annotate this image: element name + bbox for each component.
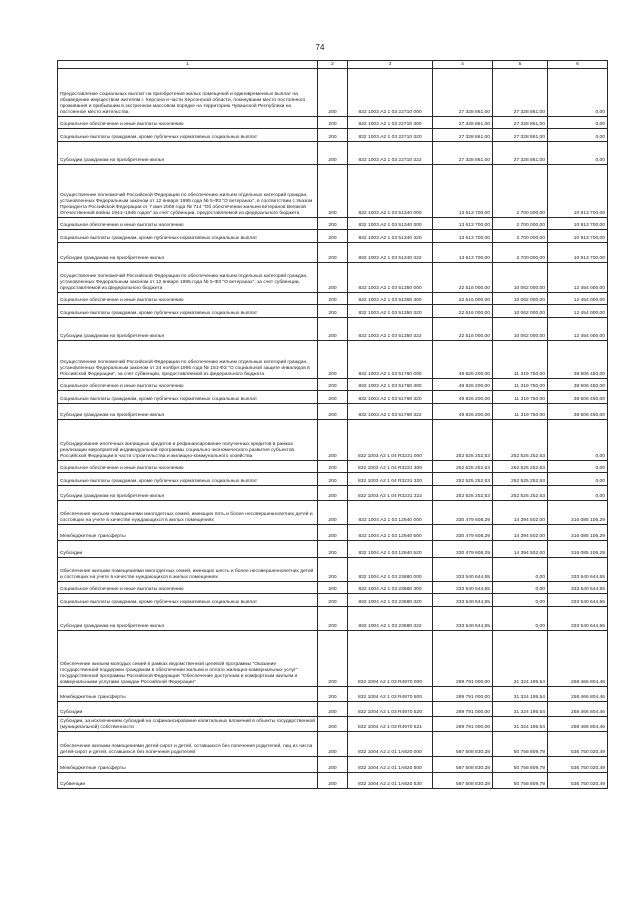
table-row (58, 473, 608, 486)
row-amount-2: 0,00 (493, 594, 548, 607)
table-row (58, 525, 608, 541)
row-amount-1: 333 540 644,55 (433, 558, 493, 582)
row-amount-1: 289 791 000,00 (433, 687, 493, 702)
row-group: 200 (318, 541, 348, 558)
row-amount-3: 0,00 (548, 69, 608, 117)
row-amount-2: 252 525 252,53 (493, 420, 548, 461)
row-group: 200 (318, 732, 348, 757)
row-amount-1: 333 540 644,55 (433, 582, 493, 594)
row-amount-2: 10 062 000,00 (493, 318, 548, 341)
row-code: 832 1003 А2 1 03 22710 322 (348, 142, 433, 165)
row-amount-1: 587 508 830,28 (433, 773, 493, 789)
row-amount-3: 333 540 644,55 (548, 558, 608, 582)
row-code: 832 1003 А2 1 03 51350 000 (348, 263, 433, 293)
row-amount-2: 31 324 195,54 (493, 702, 548, 717)
row-code: 832 1003 А2 1 03 51760 000 (348, 341, 433, 379)
row-name: Осуществление полномочий Российской Федерации по обеспечению жильем отдельных категорий граждан, установленных Федеральным законом от 12 января 1995 года № 5-ФЗ "О ветеранах", за счет субвенции, предоставляемой из федерального бюджета (58, 263, 318, 293)
table-row (58, 687, 608, 702)
row-amount-3: 536 750 020,49 (548, 757, 608, 773)
row-group: 200 (318, 129, 348, 142)
row-amount-1: 587 508 830,28 (433, 732, 493, 757)
row-amount-3: 316 085 106,29 (548, 541, 608, 558)
row-amount-2: 50 758 809,79 (493, 773, 548, 789)
row-amount-3: 536 750 020,49 (548, 773, 608, 789)
row-amount-2: 10 062 000,00 (493, 305, 548, 318)
row-name: Субсидии гражданам на приобретение жилья (58, 404, 318, 420)
column-header: 5 (493, 61, 548, 69)
row-name: Субсидии гражданам на приобретение жилья (58, 142, 318, 165)
table-row (58, 379, 608, 391)
row-code: 832 1004 А2 1 03 23680 320 (348, 594, 433, 607)
row-group: 200 (318, 486, 348, 501)
row-code: 832 1004 А2 1 03 12940 000 (348, 501, 433, 525)
row-amount-1: 252 525 252,53 (433, 473, 493, 486)
column-header: 4 (433, 61, 493, 69)
row-amount-1: 330 479 608,29 (433, 501, 493, 525)
table-row (58, 732, 608, 757)
row-name: Обеспечение жилыми помещениями многодетных семей, имеющих шесть и более несовершеннолетних детей и состоящих на учете в качестве нуждающихся в жилых помещениях (58, 558, 318, 582)
row-code: 832 1003 А2 1 04 R3231 000 (348, 420, 433, 461)
row-amount-3: 0,00 (548, 486, 608, 501)
row-amount-1: 27 328 861,00 (433, 117, 493, 129)
row-code: 832 1003 А2 1 03 51340 300 (348, 218, 433, 230)
row-amount-3: 38 506 450,00 (548, 391, 608, 404)
row-amount-1: 333 540 644,55 (433, 594, 493, 607)
row-amount-3: 38 506 450,00 (548, 404, 608, 420)
table-row (58, 486, 608, 501)
row-code: 832 1003 А2 1 04 R3231 320 (348, 473, 433, 486)
row-amount-2: 2 700 000,00 (493, 243, 548, 263)
row-name: Межбюджетные трансферты (58, 525, 318, 541)
row-name: Субсидии (58, 702, 318, 717)
row-group: 200 (318, 525, 348, 541)
row-code: 832 1003 А2 1 03 51340 320 (348, 230, 433, 243)
table-row (58, 129, 608, 142)
row-amount-2: 11 319 750,00 (493, 404, 548, 420)
row-amount-1: 330 479 608,29 (433, 541, 493, 558)
row-group: 200 (318, 631, 348, 687)
row-code: 832 1003 А2 1 03 51760 322 (348, 404, 433, 420)
row-name: Обеспечение жилыми помещениями детей-сирот и детей, оставшихся без попечения родителей, лиц из числа детей-сирот и детей, оставшихся без попечения родителей (58, 732, 318, 757)
row-code: 832 1004 А2 1 03 23680 000 (348, 558, 433, 582)
table-row (58, 631, 608, 687)
row-name: Социальные выплаты гражданам, кроме публичных нормативных социальных выплат (58, 473, 318, 486)
row-amount-3: 0,00 (548, 420, 608, 461)
row-code: 832 1003 А2 1 03 51350 300 (348, 293, 433, 305)
row-amount-2: 11 319 750,00 (493, 391, 548, 404)
row-name: Субсидирование ипотечных жилищных кредитов и рефинансирование полученных кредитов в рамках реализации мероприятий индивидуальной программы социально-экономического развития субъектов Российской Федерации в части строительства и жилищно-коммунального хозяйства (58, 420, 318, 461)
row-amount-1: 289 791 000,00 (433, 702, 493, 717)
row-amount-3: 316 085 106,29 (548, 501, 608, 525)
row-amount-2: 2 700 000,00 (493, 165, 548, 218)
row-amount-2: 10 062 000,00 (493, 263, 548, 293)
row-amount-1: 13 613 700,00 (433, 230, 493, 243)
row-amount-1: 49 826 200,00 (433, 341, 493, 379)
row-name: Субсидии, за исключением субсидий на софинансирование капитальных вложений в объекты государственной (муниципальной) собственности (58, 717, 318, 732)
row-amount-3: 10 913 700,00 (548, 165, 608, 218)
row-name: Социальные выплаты гражданам, кроме публичных нормативных социальных выплат (58, 391, 318, 404)
row-code: 832 1003 А2 1 03 51350 320 (348, 305, 433, 318)
row-group: 200 (318, 501, 348, 525)
row-amount-3: 333 540 644,55 (548, 594, 608, 607)
row-amount-1: 252 525 252,53 (433, 461, 493, 473)
row-amount-1: 252 525 252,53 (433, 420, 493, 461)
row-amount-2: 11 319 750,00 (493, 379, 548, 391)
row-group: 200 (318, 379, 348, 391)
row-name: Социальное обеспечение и иные выплаты населению (58, 293, 318, 305)
table-row (58, 594, 608, 607)
row-code: 832 1004 А2 1 03 R4970 000 (348, 631, 433, 687)
table-row (58, 558, 608, 582)
row-amount-1: 587 508 830,28 (433, 757, 493, 773)
row-amount-1: 13 613 700,00 (433, 165, 493, 218)
row-code: 832 1004 А2 1 03 23680 300 (348, 582, 433, 594)
row-amount-1: 22 516 000,00 (433, 305, 493, 318)
row-amount-2: 252 525 252,53 (493, 486, 548, 501)
row-amount-3: 10 913 700,00 (548, 243, 608, 263)
row-amount-3: 333 540 644,55 (548, 607, 608, 631)
row-amount-2: 31 324 195,54 (493, 717, 548, 732)
row-name: Социальное обеспечение и иные выплаты населению (58, 582, 318, 594)
row-name: Обеспечение жильем помещениями многодетных семей, имеющих пять и более несовершеннолетних детей и состоящих на учете в качестве нуждающихся в жилых помещениях (58, 501, 318, 525)
row-amount-3: 10 913 700,00 (548, 230, 608, 243)
table-row (58, 341, 608, 379)
table-row (58, 717, 608, 732)
row-code: 832 1004 А2 2 01 1А820 530 (348, 773, 433, 789)
row-name: Субсидии гражданам на приобретение жилья (58, 243, 318, 263)
table-row (58, 773, 608, 789)
row-amount-3: 0,00 (548, 117, 608, 129)
table-row (58, 230, 608, 243)
row-group: 200 (318, 404, 348, 420)
table-row (58, 391, 608, 404)
row-amount-2: 0,00 (493, 582, 548, 594)
row-amount-3: 12 454 000,00 (548, 293, 608, 305)
row-amount-3: 0,00 (548, 129, 608, 142)
row-amount-3: 316 085 106,29 (548, 525, 608, 541)
row-name: Субсидии гражданам на приобретение жилья (58, 607, 318, 631)
row-group: 200 (318, 293, 348, 305)
column-header: 1 (58, 61, 318, 69)
row-name: Социальные выплаты гражданам, кроме публичных нормативных социальных выплат (58, 129, 318, 142)
row-group: 200 (318, 165, 348, 218)
row-code: 832 1003 А2 1 03 22710 320 (348, 129, 433, 142)
row-code: 832 1003 А2 1 04 R3231 322 (348, 486, 433, 501)
row-amount-2: 0,00 (493, 607, 548, 631)
row-code: 832 1003 А2 1 03 51350 322 (348, 318, 433, 341)
table-row (58, 293, 608, 305)
row-amount-3: 258 466 804,46 (548, 687, 608, 702)
row-amount-3: 258 466 804,46 (548, 717, 608, 732)
row-amount-2: 27 328 861,00 (493, 69, 548, 117)
row-amount-2: 50 758 809,79 (493, 757, 548, 773)
row-group: 200 (318, 687, 348, 702)
row-amount-2: 27 328 861,00 (493, 117, 548, 129)
row-amount-1: 289 791 000,00 (433, 631, 493, 687)
table-row (58, 318, 608, 341)
table-row (58, 582, 608, 594)
table-row (58, 607, 608, 631)
row-amount-1: 22 516 000,00 (433, 318, 493, 341)
row-name: Социальное обеспечение и иные выплаты населению (58, 117, 318, 129)
table-row (58, 420, 608, 461)
row-amount-1: 49 826 200,00 (433, 391, 493, 404)
row-group: 200 (318, 773, 348, 789)
row-name: Межбюджетные трансферты (58, 687, 318, 702)
row-name: Обеспечение жильем молодых семей в рамках ведомственной целевой программы "Оказание государственной поддержки гражданам в обеспечении жильем и оплате жилищно-коммунальных услуг" государственной программы Российской Федерации "Обеспечение доступным и комфортным жильем и коммунальными услугами граждан Российской Федерации" (58, 631, 318, 687)
row-group: 200 (318, 69, 348, 117)
row-name: Субсидии (58, 541, 318, 558)
row-name: Субвенции (58, 773, 318, 789)
row-amount-1: 252 525 252,53 (433, 486, 493, 501)
row-amount-1: 22 516 000,00 (433, 263, 493, 293)
row-amount-1: 49 826 200,00 (433, 379, 493, 391)
row-group: 200 (318, 305, 348, 318)
row-amount-1: 13 613 700,00 (433, 243, 493, 263)
row-code: 832 1003 А2 1 03 51340 000 (348, 165, 433, 218)
row-name: Социальное обеспечение и иные выплаты населению (58, 218, 318, 230)
row-code: 832 1003 А2 1 03 51760 320 (348, 391, 433, 404)
row-amount-2: 0,00 (493, 558, 548, 582)
row-name: Субсидии гражданам на приобретение жилья (58, 486, 318, 501)
table-body (58, 69, 608, 789)
row-amount-1: 27 328 861,00 (433, 69, 493, 117)
column-header: 2 (318, 61, 348, 69)
row-group: 200 (318, 218, 348, 230)
row-group: 200 (318, 607, 348, 631)
row-group: 200 (318, 461, 348, 473)
row-code: 832 1004 А2 1 03 R4970 520 (348, 702, 433, 717)
row-amount-1: 49 826 200,00 (433, 404, 493, 420)
table-row (58, 305, 608, 318)
row-name: Осуществление полномочий Российской Федерации по обеспечению жильем отдельных категорий граждан, установленных Федеральным законом от 24 ноября 1995 года № 181-ФЗ "О социальной защите инвалидов в Российской Федерации", за счет субвенции, предоставляемой из федерального бюджета (58, 341, 318, 379)
table-row (58, 165, 608, 218)
row-name: Межбюджетные трансферты (58, 757, 318, 773)
table-row (58, 501, 608, 525)
row-code: 832 1004 А2 2 01 1А820 000 (348, 732, 433, 757)
row-amount-3: 0,00 (548, 461, 608, 473)
row-name: Социальные выплаты гражданам, кроме публичных нормативных социальных выплат (58, 594, 318, 607)
row-amount-2: 11 319 750,00 (493, 341, 548, 379)
row-group: 200 (318, 473, 348, 486)
row-group: 200 (318, 702, 348, 717)
row-group: 200 (318, 230, 348, 243)
row-amount-2: 252 525 252,53 (493, 461, 548, 473)
table-row (58, 243, 608, 263)
row-name: Социальные выплаты гражданам, кроме публичных нормативных социальных выплат (58, 305, 318, 318)
row-group: 200 (318, 391, 348, 404)
table-row (58, 117, 608, 129)
row-amount-3: 12 454 000,00 (548, 318, 608, 341)
row-group: 200 (318, 558, 348, 582)
row-group: 200 (318, 117, 348, 129)
row-amount-2: 14 394 502,00 (493, 501, 548, 525)
row-amount-1: 27 328 861,00 (433, 129, 493, 142)
row-amount-1: 333 540 644,55 (433, 607, 493, 631)
row-group: 200 (318, 757, 348, 773)
column-header: 6 (548, 61, 608, 69)
row-amount-3: 536 750 020,49 (548, 732, 608, 757)
table-row (58, 541, 608, 558)
row-name: Социальное обеспечение и иные выплаты населению (58, 379, 318, 391)
row-amount-2: 31 324 195,54 (493, 687, 548, 702)
row-amount-3: 0,00 (548, 142, 608, 165)
row-amount-3: 12 454 000,00 (548, 305, 608, 318)
row-group: 200 (318, 717, 348, 732)
row-amount-2: 252 525 252,53 (493, 473, 548, 486)
row-group: 200 (318, 142, 348, 165)
row-name: Субсидии гражданам на приобретение жилья (58, 318, 318, 341)
table-row (58, 461, 608, 473)
row-amount-1: 330 479 608,29 (433, 525, 493, 541)
row-code: 832 1003 А2 1 04 R3231 300 (348, 461, 433, 473)
row-amount-2: 27 328 861,00 (493, 129, 548, 142)
table-row (58, 757, 608, 773)
row-group: 200 (318, 318, 348, 341)
row-name: Социальные выплаты гражданам, кроме публичных нормативных социальных выплат (58, 230, 318, 243)
table-row (58, 218, 608, 230)
row-amount-1: 27 328 861,00 (433, 142, 493, 165)
row-group: 200 (318, 341, 348, 379)
table-row (58, 263, 608, 293)
row-amount-1: 289 791 000,00 (433, 717, 493, 732)
row-group: 200 (318, 420, 348, 461)
row-amount-2: 10 062 000,00 (493, 293, 548, 305)
row-amount-3: 38 506 450,00 (548, 341, 608, 379)
row-code: 832 1004 А2 1 03 R4970 521 (348, 717, 433, 732)
row-code: 832 1004 А2 2 01 1А820 500 (348, 757, 433, 773)
row-amount-2: 31 324 195,54 (493, 631, 548, 687)
row-amount-3: 0,00 (548, 473, 608, 486)
row-amount-2: 50 758 809,79 (493, 732, 548, 757)
row-code: 832 1004 А2 1 03 23680 322 (348, 607, 433, 631)
row-code: 832 1003 А2 1 03 51340 322 (348, 243, 433, 263)
row-amount-3: 12 454 000,00 (548, 263, 608, 293)
row-amount-3: 38 506 450,00 (548, 379, 608, 391)
row-name: Социальное обеспечение и иные выплаты населению (58, 461, 318, 473)
row-code: 832 1004 А2 1 03 12940 500 (348, 525, 433, 541)
row-name: Осуществление полномочий Российской Федерации по обеспечению жильем отдельных категорий граждан, установленных Федеральным законом от 12 января 1995 года № 5-ФЗ "О ветеранах", в соответствии с Указом Президента Российской Федерации от 7 мая 2008 года № 714 "Об обеспечении жильем ветеранов Великой Отечественной войны 1941–1945 годов" за счет субвенции, предоставляемой из федерального бюджета (58, 165, 318, 218)
column-header: 3 (348, 61, 433, 69)
row-code: 832 1004 А2 1 03 12940 520 (348, 541, 433, 558)
budget-table (57, 60, 608, 789)
table-row (58, 69, 608, 117)
row-group: 200 (318, 594, 348, 607)
row-amount-3: 258 466 804,46 (548, 702, 608, 717)
table-header-row (58, 61, 608, 69)
row-group: 200 (318, 582, 348, 594)
row-group: 200 (318, 243, 348, 263)
row-amount-2: 14 394 502,00 (493, 525, 548, 541)
row-amount-2: 2 700 000,00 (493, 218, 548, 230)
row-code: 832 1003 А2 1 03 51760 300 (348, 379, 433, 391)
row-amount-2: 27 328 861,00 (493, 142, 548, 165)
row-amount-1: 13 613 700,00 (433, 218, 493, 230)
row-name: Предоставление социальных выплат на приобретение жилых помещений и единовременных выплат на обзаведение имуществом жителям г. Херсона и части Херсонской области, покинувшим место постоянного проживания и прибывшим в экстренном массовом порядке на территорию Чувашской Республики на постоянное место жительства (58, 69, 318, 117)
table-row (58, 142, 608, 165)
row-amount-2: 14 394 502,00 (493, 541, 548, 558)
row-amount-3: 10 913 700,00 (548, 218, 608, 230)
row-amount-1: 22 516 000,00 (433, 293, 493, 305)
page-number: 74 (315, 43, 325, 52)
row-group: 200 (318, 263, 348, 293)
row-code: 832 1003 А2 1 03 22710 000 (348, 69, 433, 117)
table-row (58, 702, 608, 717)
row-amount-3: 258 466 804,46 (548, 631, 608, 687)
row-code: 832 1003 А2 1 03 22710 300 (348, 117, 433, 129)
row-amount-3: 333 540 644,55 (548, 582, 608, 594)
row-code: 832 1004 А2 1 03 R4970 500 (348, 687, 433, 702)
table-row (58, 404, 608, 420)
row-amount-2: 2 700 000,00 (493, 230, 548, 243)
